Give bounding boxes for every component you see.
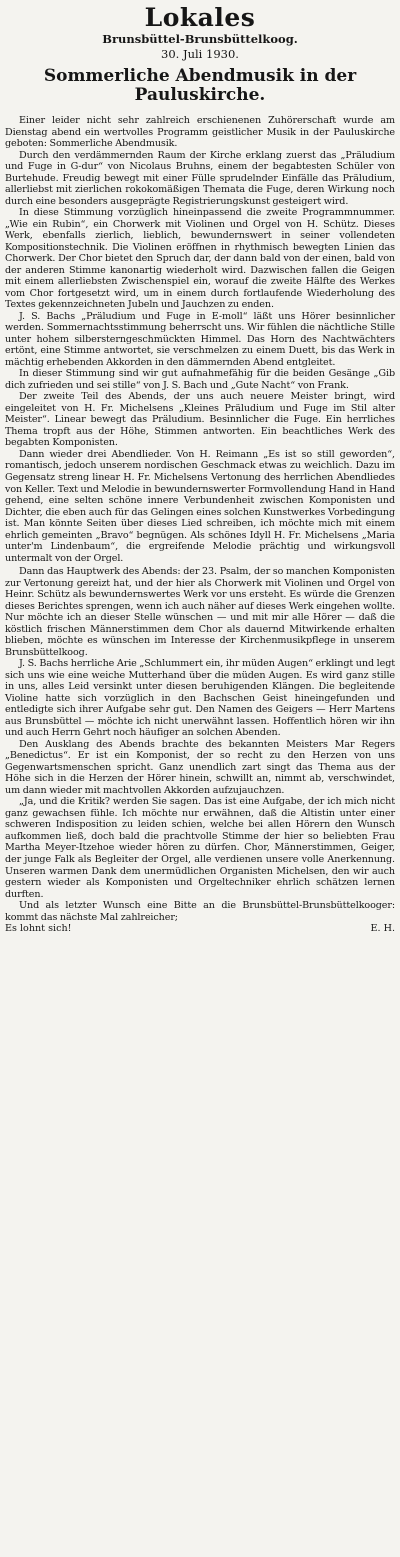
paragraph: „Ja, und die Kritik? werden Sie sagen. Das ist eine Aufgabe, der ich mich nicht ganz gewachsen fühle. Ich möchte nur erwähnen, daß die Altistin unter einer schweren Indisposition zu leiden schien, welche bei allen Hörern den Wunsch aufkommen ließ, doch bald die prachtvolle Stimme der hier so beliebten Frau Martha Meyer-Itzehoe wieder hören zu dürfen. Chor, Männerstimmen, Geiger, der junge Falk als Begleiter der Orgel, alle verdienen unsere volle Anerkennung. Unseren warmen Dank dem unermüdlichen Organisten Michelsen, den wir auch gestern wieder als Komponisten und Orgeltechniker ehrlich schätzen lernen durften. bbox=[5, 796, 395, 900]
paragraph: In diese Stimmung vorzüglich hineinpassend die zweite Programmnummer. „Wie ein Rubin“, ein Chorwerk mit Violinen und Orgel von H. Schütz. Dieses Werk, ebenfalls zierlich, lieblich, bewundernswert in seiner vollendeten Kompositionstechnik. Die Violinen eröffnen in rhythmisch bewegten Linien das Chorwerk. Der Chor bietet den Spruch dar, der dann bald von der einen, bald von der anderen Stimme kanonartig wiederholt wird. Dazwischen fallen die Geigen mit einem allerliebsten Zwischenspiel ein, worauf die zweite Hälfte des Werkes vom Chor fortgesetzt wird, um in einem durch fortlaufende Wiederholung des Textes gekennzeichneten Jubeln und Jauchzen zu enden. bbox=[5, 207, 395, 311]
article-headline: Sommerliche Abendmusik in der Pauluskirche. bbox=[43, 66, 357, 105]
paragraph: Dann wieder drei Abendlieder. Von H. Reimann „Es ist so still geworden“, romantisch, jedoch unserem nordischen Geschmack etwas zu weichlich. Dazu im Gegensatz streng linear H. Fr. Michelsens Vertonung des herrlichen Abendliedes von Keller. Text und Melodie in bewundernswerter Formvollendung Hand in Hand gehend, eine selten schöne innere Verbundenheit zwischen Komponisten und Dichter, die eben auch für das Gelingen eines solchen Kunstwerkes Vorbedingung ist. Man könnte Seiten über dieses Lied schreiben, ich möchte mich mit einem ehrlich gemeinten „Bravo“ begnügen. Als schönes Idyll H. Fr. Michelsens „Maria unter'm Lindenbaum“, die ergreifende Melodie prächtig und wirkungsvoll untermalt von der Orgel. bbox=[5, 448, 395, 564]
section-title: Lokales bbox=[144, 3, 256, 32]
paragraph: J. S. Bachs herrliche Arie „Schlummert ein, ihr müden Augen“ erklingt und legt sich uns wie eine weiche Mutterhand über die müden Augen. Es wird ganz stille in uns, alles Leid versinkt unter diesen beruhigenden Klängen. Die begleitende Violine hatte sich vorzüglich in den Bachschen Geist hineingefunden und entledigte sich ihrer Aufgabe sehr gut. Den Namen des Geigers — Herr Martens aus Brunsbüttel — möchte ich nicht unerwähnt lassen. Hoffentlich hören wir ihn und auch Herrn Gehrt noch häufiger an solchen Abenden. bbox=[5, 658, 395, 739]
paragraph: J. S. Bachs „Präludium und Fuge in E-moll“ läßt uns Hörer besinnlicher werden. Sommernachtsstimmung beherrscht uns. Wir fühlen die nächtliche Stille unter hohem silbersterngeschmückten Himmel. Das Horn des Nachtwächters ertönt, eine Stimme antwortet, sie verschmelzen zu einem Duett, bis das Werk in mächtig erhebenden Akkorden in den dämmernden Abend entgleitet. bbox=[5, 310, 395, 368]
paragraph: In dieser Stimmung sind wir gut aufnahmefähig für die beiden Gesänge „Gib dich zufrieden und sei stille“ von J. S. Bach und „Gute Nacht“ von Frank. bbox=[5, 368, 395, 391]
paragraph: Der zweite Teil des Abends, der uns auch neuere Meister bringt, wird eingeleitet von H. Fr. Michelsens „Kleines Präludium und Fuge im Stil alter Meister“. Linear bewegt das Präludium. Besinnlicher die Fuge. Ein herrliches Thema tropft aus der Höhe, Stimmen antworten. Ein beachtliches Werk des begabten Komponisten. bbox=[5, 391, 395, 449]
date: 30. Juli 1930. bbox=[161, 47, 239, 61]
paragraph: Und als letzter Wunsch eine Bitte an die Brunsbüttel-Brunsbüttelkooger: kommt das nächste Mal zahlreicher; bbox=[5, 900, 395, 923]
paragraph: Einer leider nicht sehr zahlreich erschienenen Zuhörerschaft wurde am Dienstag abend ein wertvolles Programm geistlicher Musik in der Pauluskirche geboten: Sommerliche Abendmusik. bbox=[5, 115, 395, 150]
article-body bbox=[5, 115, 395, 935]
dateline: Brunsbüttel-Brunsbüttelkoog. bbox=[102, 32, 298, 46]
closing-text: Es lohnt sich! bbox=[5, 923, 72, 935]
section-header bbox=[5, 4, 395, 105]
paragraph: Den Ausklang des Abends brachte des bekannten Meisters Mar Regers „Benedictus“. Er ist ein Komponist, der so recht zu den Herzen von uns Gegenwartsmenschen spricht. Ganz unendlich zart singt das Thema aus der Höhe sich in die Herzen der Hörer hinein, schwillt an, nimmt ab, verschwindet, um dann wieder mit machtvollen Akkorden aufzujauchzen. bbox=[5, 738, 395, 796]
paragraph: Dann das Hauptwerk des Abends: der 23. Psalm, der so manchen Komponisten zur Vertonung gereizt hat, und der hier als Chorwerk mit Violinen und Orgel von Heinr. Schütz als bewundernswertes Werk vor uns ersteht. Es würde die Grenzen dieses Berichtes sprengen, wenn ich auch näher auf dieses Werk eingehen wollte. Nur möchte ich an dieser Stelle wünschen — und mit mir alle Hörer — daß die köstlich frischen Männerstimmen dem Chor als dauernd Mitwirkende erhalten blieben, möchte es wünschen im Interesse der Kirchenmusikpflege in unserem Brunsbüttelkoog. bbox=[5, 566, 395, 658]
paragraph: Durch den verdämmernden Raum der Kirche erklang zuerst das „Präludium und Fuge in G-dur“ von Nicolaus Bruhns, einem der begabtesten Schüler von Burtehude. Freudig bewegt mit einer Fülle sprudelnder Einfälle das Präludium, allerliebst mit zierlichen rokokomäßigen Themata die Fuge, deren Wirkung noch durch eine besonders ausgeprägte Registrierungskunst gesteigert wird. bbox=[5, 149, 395, 207]
author-signature: E. H. bbox=[370, 923, 395, 935]
closing-line bbox=[5, 923, 395, 935]
